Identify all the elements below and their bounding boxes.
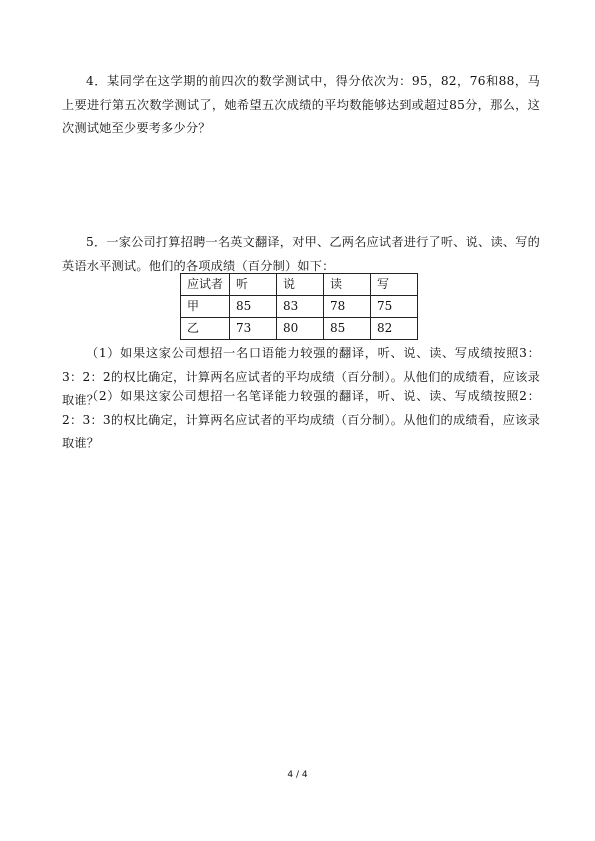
table-cell: 75 [371,296,418,318]
table-cell: 乙 [181,318,230,340]
table-header-cell: 说 [277,274,324,296]
table-cell: 82 [371,318,418,340]
table-cell: 73 [230,318,277,340]
table-header-cell: 应试者 [181,274,230,296]
question-5-text: 5．一家公司打算招聘一名英文翻译，对甲、乙两名应试者进行了听、说、读、写的英语水平测试。他们的各项成绩（百分制）如下： [62,235,540,273]
table-cell: 85 [230,296,277,318]
table-cell: 78 [324,296,371,318]
table-header-row [181,274,418,296]
table-cell: 甲 [181,296,230,318]
table-row [181,318,418,340]
table-header-cell: 读 [324,274,371,296]
table-cell: 80 [277,318,324,340]
table-cell: 83 [277,296,324,318]
page-number: 4 / 4 [287,770,308,780]
scores-table [180,273,418,340]
question-5-part-2: （2）如果这家公司想招一名笔译能力较强的翻译，听、说、读、写成绩按照2：2：3：3的权比确定，计算两名应试者的平均成绩（百分制）。从他们的成绩看，应该录取谁？ [62,389,540,450]
table-header-cell: 写 [371,274,418,296]
table-cell: 85 [324,318,371,340]
question-4-text: 4．某同学在这学期的前四次的数学测试中，得分依次为：95，82，76和88，马上要进行第五次数学测试了，她希望五次成绩的平均数能够达到或超过85分，那么，这次测试她至少要考多少分？ [62,74,540,135]
question-5-part-1: （1）如果这家公司想招一名口语能力较强的翻译，听、说、读、写成绩按照3：3：2：2的权比确定，计算两名应试者的平均成绩（百分制）。从他们的成绩看，应该录取谁？ [62,346,540,407]
table-header-cell: 听 [230,274,277,296]
table-row [181,296,418,318]
